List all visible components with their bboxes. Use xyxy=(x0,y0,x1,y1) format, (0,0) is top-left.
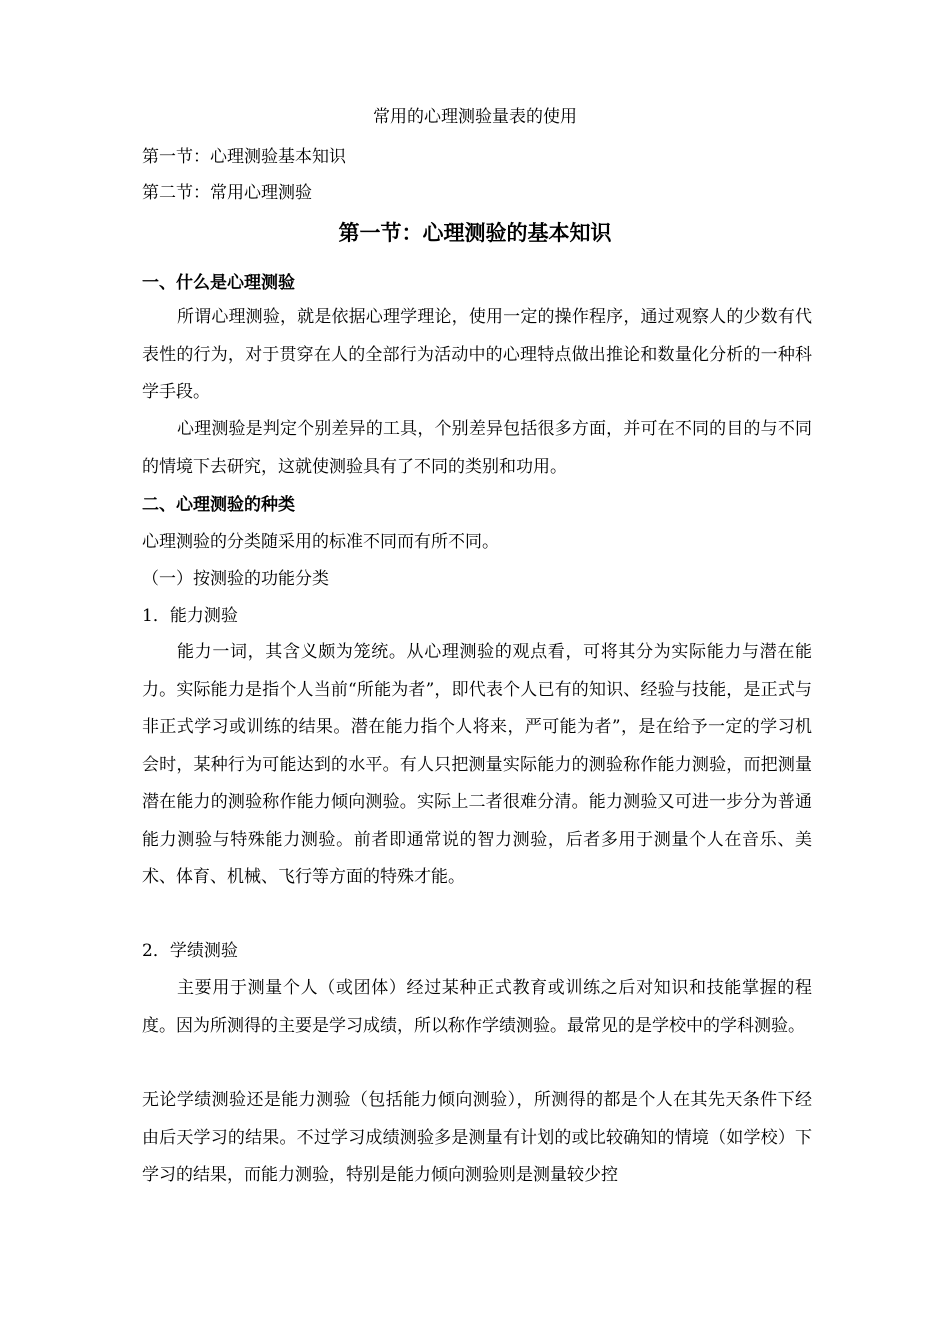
document-title: 常用的心理测验量表的使用 xyxy=(373,107,577,127)
heading-test-types: 二、心理测验的种类 xyxy=(142,495,295,515)
paragraph-ability: 能力一词，其含义颇为笼统。从心理测验的观点看，可将其分为实际能力与潜在能力。实际能力是指个人当前“所能为者”，即代表个人已有的知识、经验与技能，是正式与非正式学习或训练的结果。潜在能力指个人将来，严可能为者”，是在给予一定的学习机会时，某种行为可能达到的水平。有人只把测量实际能力的测验称作能力测验，而把测量潜在能力的测验称作能力倾向测验。实际上二者很难分清。能力测验又可进一步分为普通能力测验与特殊能力测验。前者即通常说的智力测验，后者多用于测量个人在音乐、美术、体育、机械、飞行等方面的特殊才能。 xyxy=(142,642,812,887)
paragraph-definition: 所谓心理测验，就是依据心理学理论，使用一定的操作程序，通过观察人的少数有代表性的行为，对于贯穿在人的全部行为活动中的心理特点做出推论和数量化分析的一种科学手段。 xyxy=(142,307,812,402)
paragraph-classification: 心理测验的分类随采用的标准不同而有所不同。 xyxy=(142,532,499,552)
paragraph-achievement: 主要用于测量个人（或团体）经过某种正式教育或训练之后对知识和技能掌握的程度。因为所测得的主要是学习成绩，所以称作学绩测验。最常见的是学校中的学科测验。 xyxy=(142,978,812,1036)
item-ability-test: 1．能力测验 xyxy=(142,606,238,626)
heading-what-is-test: 一、什么是心理测验 xyxy=(142,273,295,293)
paragraph-individual-differences: 心理测验是判定个别差异的工具，个别差异包括很多方面，并可在不同的目的与不同的情境下去研究，这就使测验具有了不同的类别和功用。 xyxy=(142,419,812,477)
toc-item-2: 第二节：常用心理测验 xyxy=(142,183,312,203)
section-title: 第一节：心理测验的基本知识 xyxy=(338,221,612,245)
toc-item-1: 第一节：心理测验基本知识 xyxy=(142,147,346,167)
subheading-by-function: （一）按测验的功能分类 xyxy=(142,569,329,589)
paragraph-comparison: 无论学绩测验还是能力测验（包括能力倾向测验），所测得的都是个人在其先天条件下经由后天学习的结果。不过学习成绩测验多是测量有计划的或比较确知的情境（如学校）下学习的结果，而能力测验，特别是能力倾向测验则是测量较少控 xyxy=(142,1090,812,1185)
item-achievement-test: 2．学绩测验 xyxy=(142,941,238,961)
